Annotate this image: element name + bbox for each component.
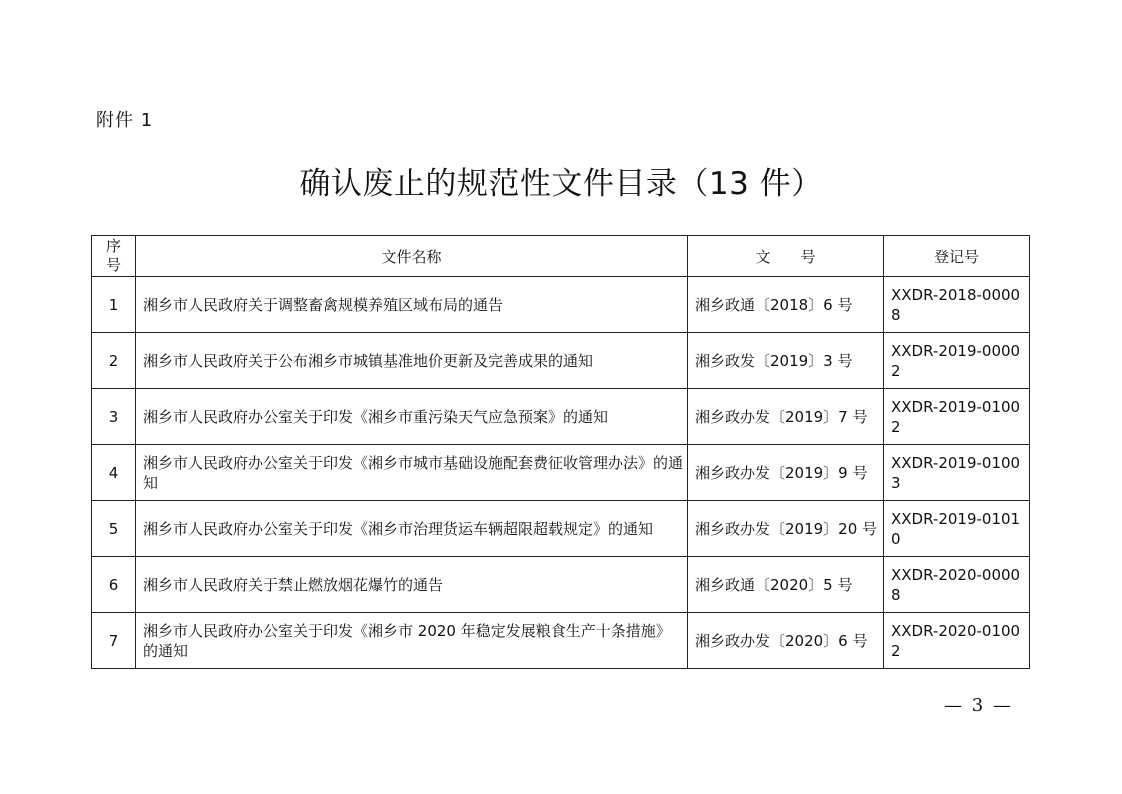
row-doc-name: 湘乡市人民政府办公室关于印发《湘乡市 2020 年稳定发展粮食生产十条措施》的通知 (136, 613, 688, 669)
row-reg-no: XXDR-2018-00008 (884, 277, 1030, 333)
page-number: — 3 — (944, 695, 1013, 716)
row-doc-no: 湘乡政办发〔2019〕7 号 (688, 389, 884, 445)
row-seq: 3 (92, 389, 136, 445)
header-reg-no: 登记号 (884, 236, 1030, 277)
row-reg-no: XXDR-2020-01002 (884, 613, 1030, 669)
row-reg-no: XXDR-2020-00008 (884, 557, 1030, 613)
row-reg-no: XXDR-2019-01010 (884, 501, 1030, 557)
row-reg-no: XXDR-2019-00002 (884, 333, 1030, 389)
header-seq-line1: 序 (105, 237, 121, 255)
row-doc-no: 湘乡政通〔2018〕6 号 (688, 277, 884, 333)
row-seq: 5 (92, 501, 136, 557)
row-doc-name: 湘乡市人民政府办公室关于印发《湘乡市重污染天气应急预案》的通知 (136, 389, 688, 445)
table-row (92, 277, 1030, 333)
row-doc-name: 湘乡市人民政府办公室关于印发《湘乡市城市基础设施配套费征收管理办法》的通知 (136, 445, 688, 501)
abolished-documents-table (91, 235, 1030, 669)
table-row (92, 445, 1030, 501)
header-seq (92, 236, 136, 277)
row-doc-no: 湘乡政办发〔2020〕6 号 (688, 613, 884, 669)
table-row (92, 557, 1030, 613)
row-reg-no: XXDR-2019-01002 (884, 389, 1030, 445)
table-row (92, 333, 1030, 389)
page-title: 确认废止的规范性文件目录（13 件） (299, 166, 823, 202)
attachment-label: 附件 1 (96, 110, 154, 131)
row-seq: 7 (92, 613, 136, 669)
table-row (92, 501, 1030, 557)
row-seq: 1 (92, 277, 136, 333)
table-header-row (92, 236, 1030, 277)
row-doc-no: 湘乡政办发〔2019〕20 号 (688, 501, 884, 557)
row-doc-name: 湘乡市人民政府关于调整畜禽规模养殖区域布局的通告 (136, 277, 688, 333)
row-doc-name: 湘乡市人民政府关于公布湘乡市城镇基准地价更新及完善成果的通知 (136, 333, 688, 389)
header-seq-line2: 号 (105, 256, 121, 274)
header-name: 文件名称 (136, 236, 688, 277)
table-row (92, 389, 1030, 445)
row-seq: 2 (92, 333, 136, 389)
row-seq: 6 (92, 557, 136, 613)
row-doc-no: 湘乡政通〔2020〕5 号 (688, 557, 884, 613)
table-row (92, 613, 1030, 669)
row-doc-no: 湘乡政发〔2019〕3 号 (688, 333, 884, 389)
header-doc-no: 文 号 (688, 236, 884, 277)
row-reg-no: XXDR-2019-01003 (884, 445, 1030, 501)
row-doc-no: 湘乡政办发〔2019〕9 号 (688, 445, 884, 501)
row-seq: 4 (92, 445, 136, 501)
row-doc-name: 湘乡市人民政府办公室关于印发《湘乡市治理货运车辆超限超载规定》的通知 (136, 501, 688, 557)
row-doc-name: 湘乡市人民政府关于禁止燃放烟花爆竹的通告 (136, 557, 688, 613)
